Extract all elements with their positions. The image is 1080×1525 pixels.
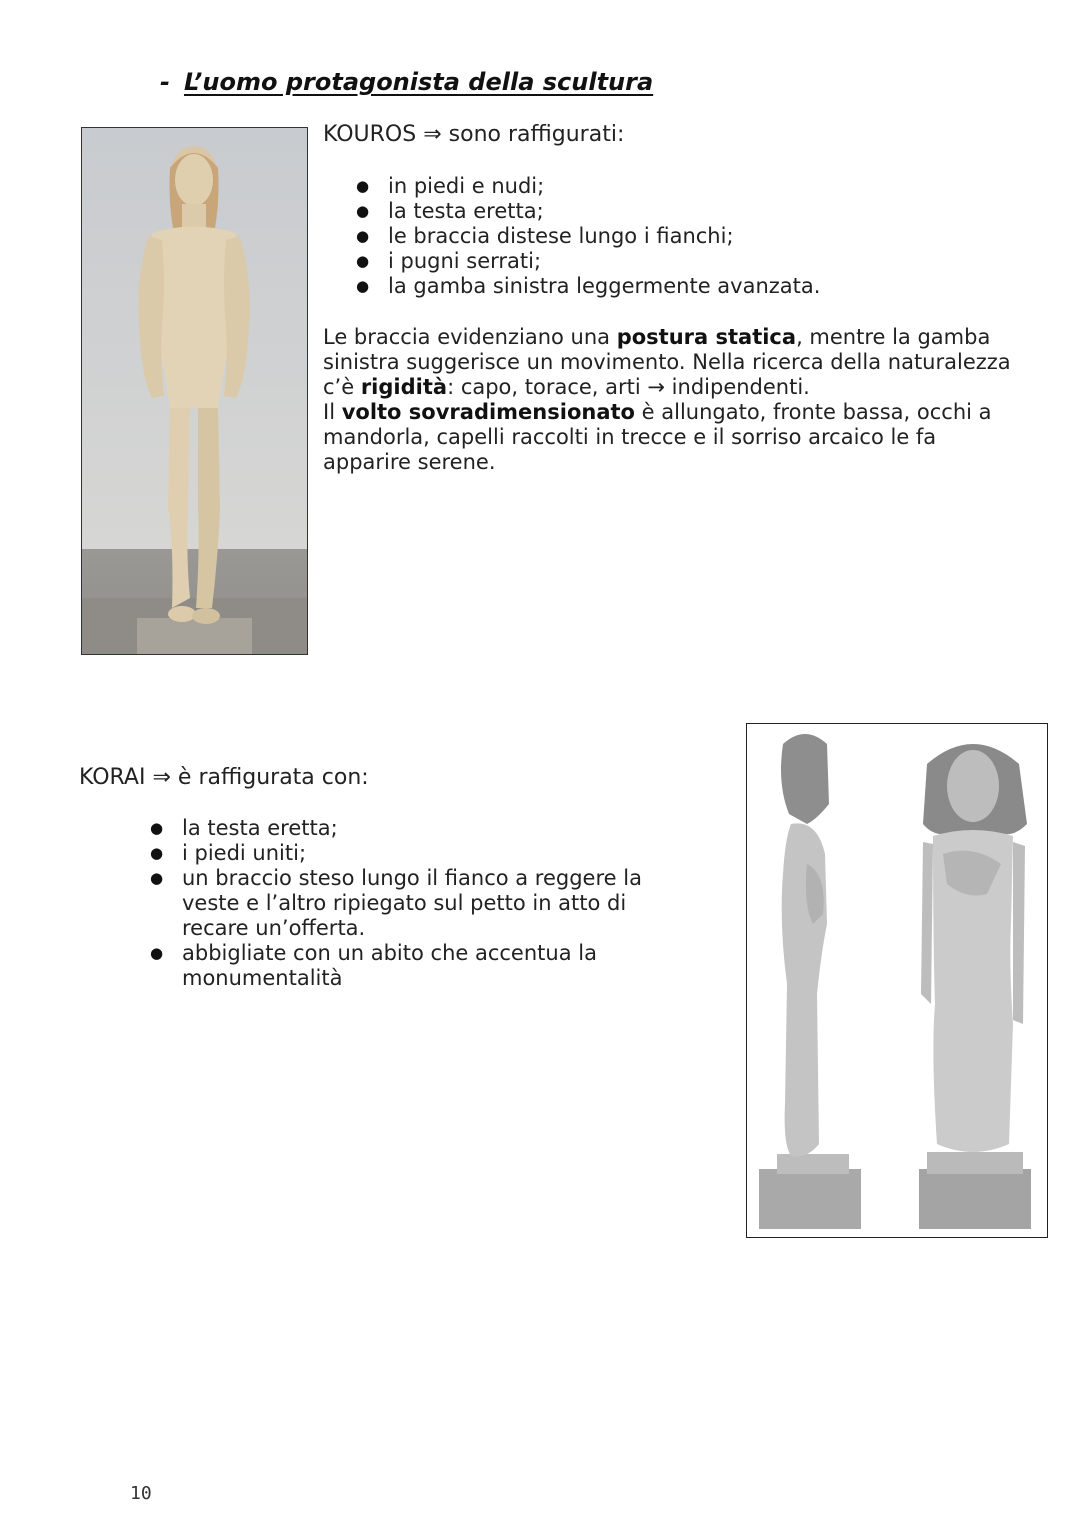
kouros-intro: sono raffigurati: — [448, 122, 625, 147]
korai-arrow-icon: ⇒ — [152, 765, 171, 790]
kouros-intro-line — [323, 122, 624, 147]
description-text: Le braccia evidenziano una — [323, 325, 617, 349]
korai-label: KORAI — [79, 765, 146, 790]
korai-statue-illustration — [747, 724, 1047, 1237]
list-item: ● la gamba sinistra leggermente avanzata. — [344, 274, 1024, 299]
description-text: è allungato, fronte bassa, occhi a mandorla, capelli raccolti in trecce e il sorriso arcaico le fa apparire serene. — [323, 400, 992, 474]
kouros-features-list — [344, 174, 1024, 299]
list-item: ● un braccio steso lungo il fianco a reggere la veste e l’altro ripiegato sul petto in atto di recare un’offerta. — [138, 866, 698, 941]
korai-intro: è raffigurata con: — [177, 765, 369, 790]
section-heading — [160, 68, 653, 96]
heading-dash: - — [160, 68, 170, 96]
page-number: 10 — [130, 1483, 152, 1504]
list-item: ● le braccia distese lungo i fianchi; — [344, 224, 1024, 249]
description-bold-rigidita: rigidità — [360, 375, 448, 399]
list-item: ● la testa eretta; — [344, 199, 1024, 224]
kouros-statue-photo — [81, 127, 308, 655]
description-text: : capo, torace, arti → indipendenti. — [447, 375, 810, 399]
korai-features-list — [138, 816, 698, 991]
description-text: , mentre la gamba sinistra suggerisce un movimento. Nella ricerca della naturalezza c’è — [323, 325, 1011, 399]
list-item: ● i pugni serrati; — [344, 249, 1024, 274]
kouros-description — [323, 325, 1013, 475]
heading-title: L’uomo protagonista della scultura — [183, 68, 654, 96]
kouros-arrow-icon: ⇒ — [423, 122, 442, 147]
list-item: ● abbigliate con un abito che accentua la monumentalità — [138, 941, 698, 991]
list-item: ● la testa eretta; — [138, 816, 698, 841]
list-item: ● in piedi e nudi; — [344, 174, 1024, 199]
description-bold-postura: postura statica — [616, 325, 797, 349]
kouros-label: KOUROS — [323, 122, 417, 147]
description-text: Il — [323, 400, 342, 424]
kouros-statue-illustration — [82, 128, 307, 654]
korai-statue-photo — [746, 723, 1048, 1238]
list-item: ● i piedi uniti; — [138, 841, 698, 866]
description-bold-volto: volto sovradimensionato — [341, 400, 635, 424]
korai-intro-line — [79, 765, 369, 790]
